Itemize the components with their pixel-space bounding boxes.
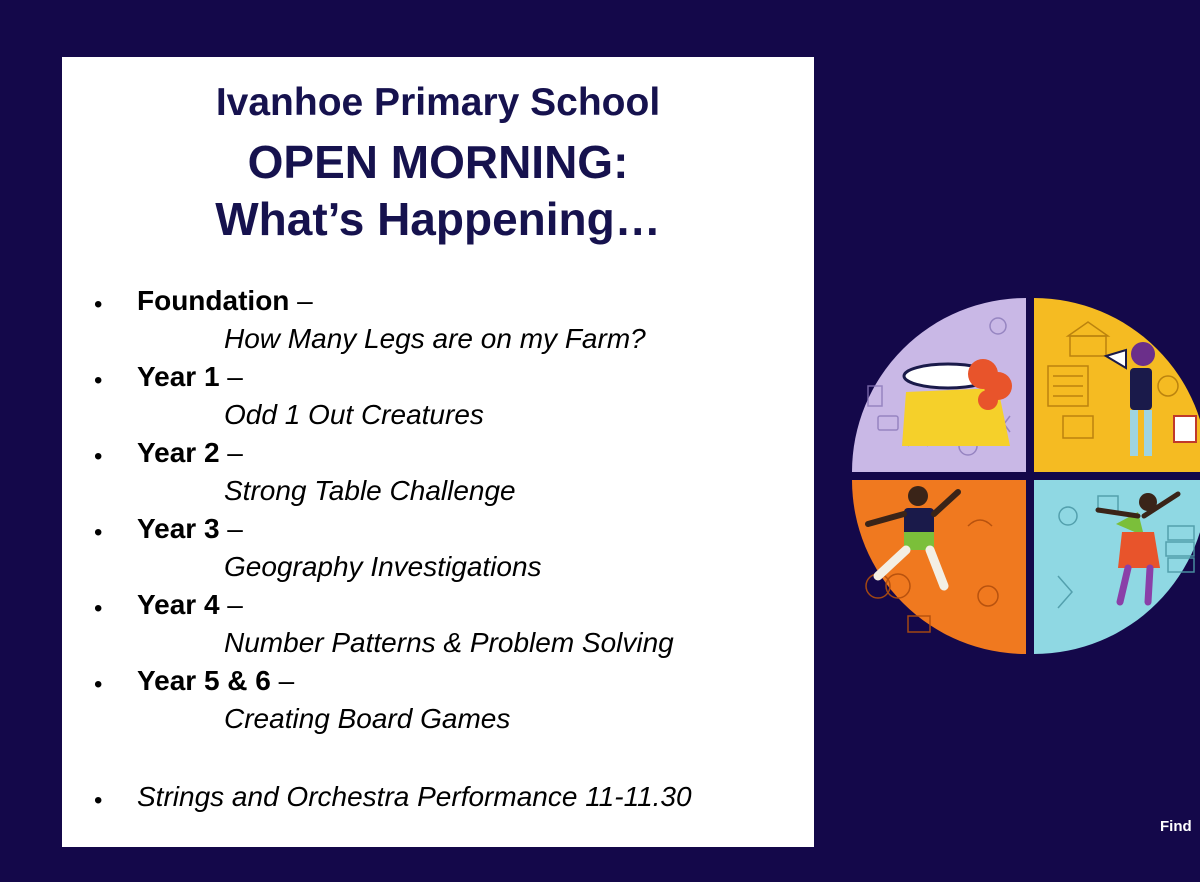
activity-label: Number Patterns & Problem Solving [224, 627, 674, 658]
list-item [62, 589, 814, 665]
school-name-title: Ivanhoe Primary School [215, 81, 661, 124]
cyan-quadrant [1034, 480, 1200, 654]
whats-happening-title: What’s Happening… [215, 193, 661, 245]
list-item [62, 665, 814, 741]
year-label: Year 5 & 6 [137, 665, 271, 696]
list-item [62, 513, 814, 589]
performance-item [62, 781, 814, 821]
activity-label: Creating Board Games [224, 703, 511, 734]
dash: – [219, 361, 243, 392]
open-morning-title: OPEN MORNING: [247, 136, 629, 188]
dash: – [219, 437, 243, 468]
dash: – [289, 285, 313, 316]
year-label: Year 4 [137, 589, 220, 620]
yellow-quadrant [1034, 298, 1200, 472]
bullet: • [94, 367, 103, 394]
activity-label: Strong Table Challenge [224, 475, 516, 506]
bullet: • [94, 443, 103, 470]
bullet: • [94, 595, 103, 622]
year-label: Year 3 [137, 513, 220, 544]
year-label: Year 2 [137, 437, 220, 468]
year-label: Foundation [137, 285, 290, 316]
dash: – [219, 513, 243, 544]
performance-label: Strings and Orchestra Performance 11-11.30 [137, 781, 692, 812]
bullet: • [94, 291, 103, 318]
list-item [62, 361, 814, 437]
bullet: • [94, 787, 103, 814]
year-label: Year 1 [137, 361, 220, 392]
lavender-quadrant [852, 298, 1026, 472]
dash: – [270, 665, 295, 696]
activity-label: How Many Legs are on my Farm? [224, 323, 646, 354]
bullet: • [94, 671, 103, 698]
orange-quadrant [852, 480, 1026, 654]
bullet: • [94, 519, 103, 546]
dash: – [219, 589, 243, 620]
find-corner-text: Find [1160, 818, 1192, 835]
list-item [62, 285, 814, 361]
activity-label: Geography Investigations [224, 551, 542, 582]
slide-card [62, 57, 814, 847]
activity-label: Odd 1 Out Creatures [224, 399, 484, 430]
quadrant-illustration [848, 296, 1200, 658]
list-item [62, 437, 814, 513]
